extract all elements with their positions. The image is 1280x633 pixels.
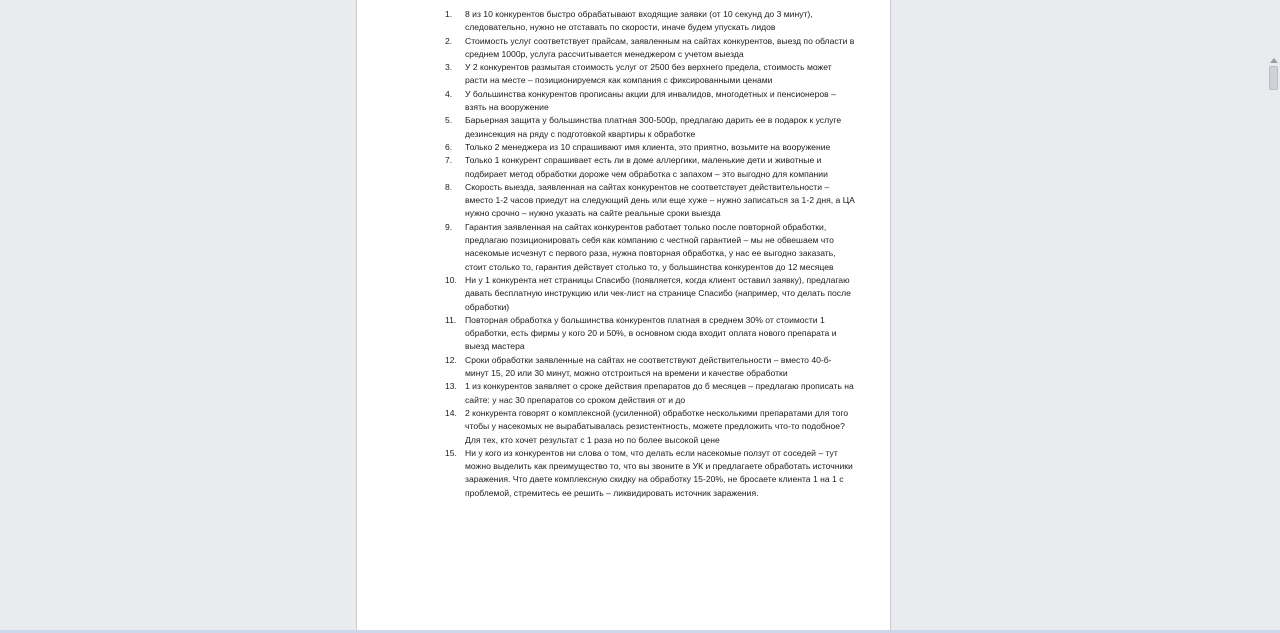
list-item-text: Повторная обработка у большинства конкурентов платная в среднем 30% от стоимости 1 обработки, есть фирмы у кого 20 и 50%, в основном сюда входит оплата нового препарата и выезд мастера: [465, 314, 837, 352]
list-item: [445, 181, 855, 221]
list-item-text: У 2 конкурентов размытая стоимость услуг от 2500 без верхнего предела, стоимость может расти на месте – позиционируемся как компания с фиксированными ценами: [465, 62, 832, 86]
list-item-number: 4.: [445, 88, 453, 99]
list-item-number: 6.: [445, 141, 453, 152]
list-item-text: Ни у кого из конкурентов ни слова о том, что делать если насекомые ползут от соседей – тут можно выделить как преимущество то, что вы звоните в УК и предлагаете обработать источники заражения. Что даете комплексную скидку на обработку 15-20%, не бросаете клиента 1 на 1 с проблемой, стремитесь ее решить – ликвидировать источник заражения.: [465, 447, 853, 498]
list-item-number: 5.: [445, 115, 453, 126]
list-item: [445, 88, 855, 115]
list-item-number: 8.: [445, 181, 453, 192]
scroll-up-arrow-icon[interactable]: [1270, 58, 1278, 63]
list-item: [445, 274, 855, 314]
list-item-text: 1 из конкурентов заявляет о сроке действия препаратов до б месяцев – предлагаю прописать на сайте: у нас 30 препаратов со сроком действия от и до: [465, 381, 854, 405]
list-item-number: 11.: [445, 314, 457, 325]
list-item-number: 15.: [445, 447, 457, 458]
list-item: [445, 35, 855, 62]
list-item: [445, 380, 855, 407]
list-item-number: 2.: [445, 35, 453, 46]
list-item: [445, 141, 855, 154]
list-item: [445, 447, 855, 500]
list-item-text: Только 2 менеджера из 10 спрашивают имя клиента, это приятно, возьмите на вооружение: [465, 141, 831, 152]
numbered-list: [445, 8, 855, 500]
list-item-number: 9.: [445, 221, 453, 232]
list-item-text: 8 из 10 конкурентов быстро обрабатывают входящие заявки (от 10 секунд до 3 минут), следовательно, нужно не отставать по скорости, иначе будем упускать лидов: [465, 9, 813, 33]
document-page: [356, 0, 891, 633]
list-item: [445, 154, 855, 181]
list-item-number: 3.: [445, 62, 453, 73]
list-item-text: Гарантия заявленная на сайтах конкурентов работает только после повторной обработки, предлагаю позиционировать себя как компанию с честной гарантией – мы не обвешаем что насекомые исчезнут с первого раза, нужна повторная обработка, у нас ее выгодно заказать, стоит столько то, гарантия действует столько то, у большинства конкурентов до 12 месяцев: [465, 221, 836, 272]
list-item-text: У большинства конкурентов прописаны акции для инвалидов, многодетных и пенсионеров – взять на вооружение: [465, 88, 836, 113]
list-item: [445, 221, 855, 274]
list-item: [445, 407, 855, 447]
list-item-text: 2 конкурента говорят о комплексной (усиленной) обработке несколькими препаратами для того чтобы у насекомых не вырабатывалась резистентность, можете предложить что-то подобное? Для тех, кто хочет результат с 1 раза но по более высокой цене: [465, 407, 849, 445]
list-item: [445, 314, 855, 354]
list-item-text: Стоимость услуг соответствует прайсам, заявленным на сайтах конкурентов, выезд по области в среднем 1000р, услуга рассчитывается менеджером с учетом выезда: [465, 35, 855, 59]
list-item-number: 12.: [445, 354, 457, 365]
list-item: [445, 354, 855, 381]
scroll-thumb[interactable]: [1269, 66, 1278, 90]
list-item-text: Скорость выезда, заявленная на сайтах конкурентов не соответствует действительности – вместо 1-2 часов приедут на следующий день или еще хуже – нужно записаться за 1-2 дня, а ЦА нужно срочно – нужно указать на сайте реальные сроки выезда: [465, 181, 855, 219]
list-item-number: 14.: [445, 407, 457, 418]
list-item-number: 13.: [445, 381, 457, 392]
list-item-text: Сроки обработки заявленные на сайтах не соответствуют действительности – вместо 40-б- минут 15, 20 или 30 минут, можно отстроиться на времени и качестве обработки: [465, 354, 832, 379]
list-item: [445, 114, 855, 141]
list-item-text: Только 1 конкурент спрашивает есть ли в доме аллергики, маленькие дети и животные и подбирает метод обработки дороже чем обработка с запахом – это выгодно для компании: [465, 155, 828, 179]
list-item-number: 1.: [445, 9, 453, 19]
list-item: [445, 8, 855, 35]
list-item-number: 10.: [445, 274, 457, 285]
vertical-scrollbar[interactable]: [1268, 0, 1280, 633]
list-item-text: Ни у 1 конкурента нет страницы Спасибо (появляется, когда клиент оставил заявку), предлагаю давать бесплатную инструкцию или чек-лист на странице Спасибо (например, что делать после обработки): [465, 274, 851, 312]
list-item-number: 7.: [445, 155, 453, 166]
list-item-text: Барьерная защита у большинства платная 300-500р, предлагаю дарить ее в подарок к услуге дезинсекция на ряду с подготовкой квартиры к обработке: [465, 115, 842, 139]
list-item: [445, 61, 855, 88]
